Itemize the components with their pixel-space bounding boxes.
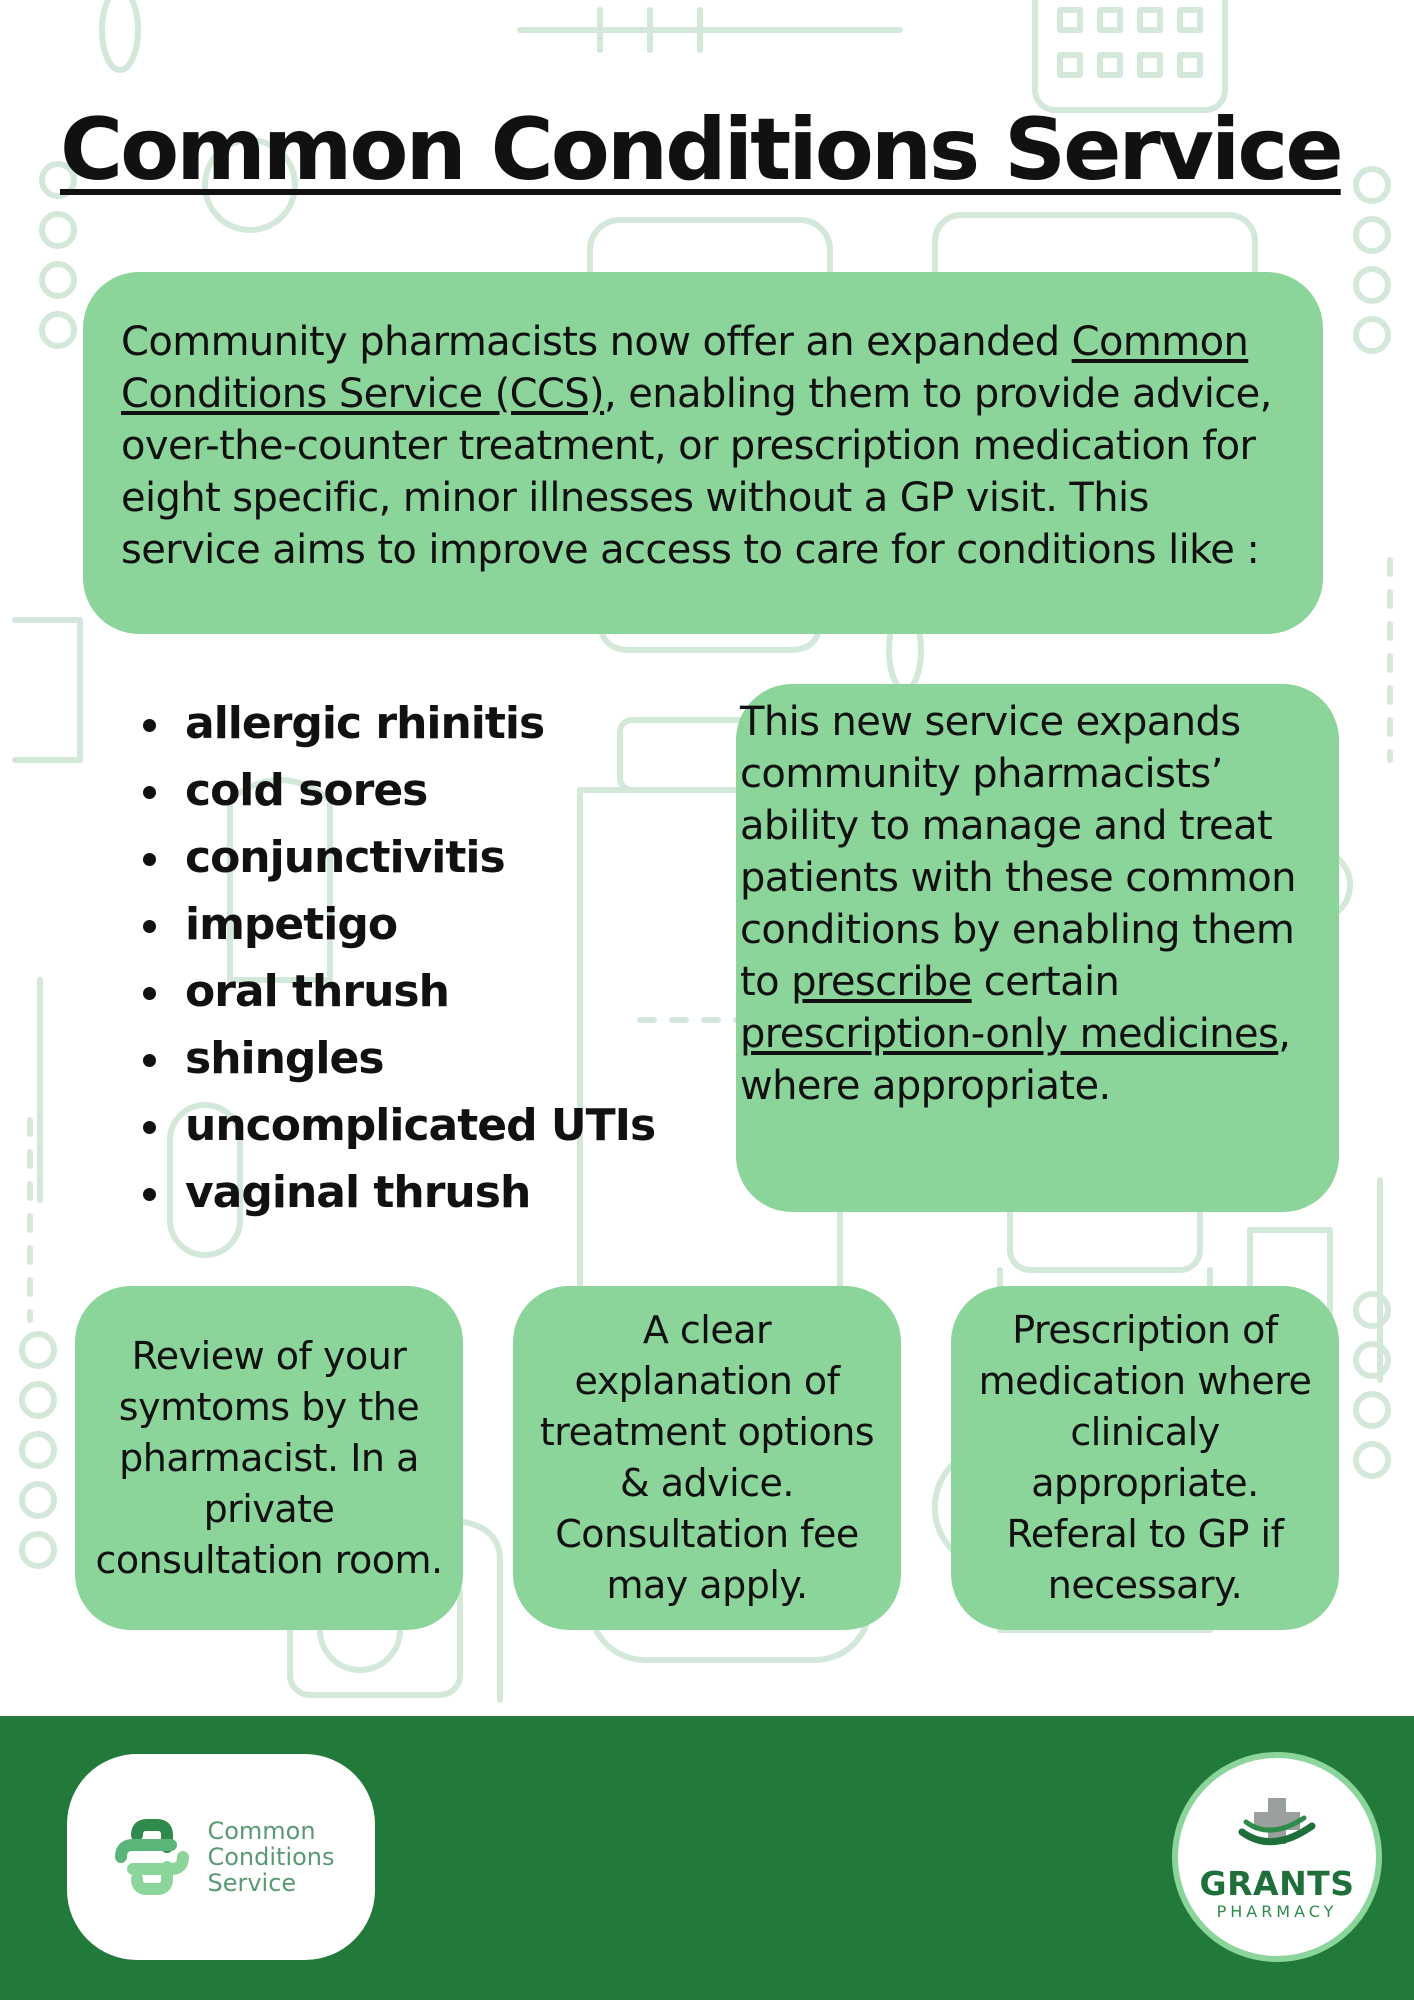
- bullet-icon: [143, 920, 156, 933]
- info-card-explanation: [513, 1286, 901, 1630]
- list-item: [135, 1159, 695, 1226]
- info-card-review: [75, 1286, 463, 1630]
- condition-label: shingles: [185, 1033, 384, 1084]
- list-item: [135, 690, 695, 757]
- ccs-logo-line: Conditions: [207, 1843, 335, 1871]
- expand-text-start: This new service expands community pharmacists’ ability to manage and treat patients with these common conditions by enabling them to: [740, 699, 1296, 1005]
- condition-label: oral thrush: [185, 966, 449, 1017]
- card-text: A clear explanation of treatment options & advice. Consultation fee may apply.: [539, 1308, 875, 1607]
- info-card-prescription: [951, 1286, 1339, 1630]
- footer-bar: [0, 1716, 1414, 2000]
- bullet-icon: [143, 853, 156, 866]
- prescribe-link[interactable]: prescribe: [791, 959, 972, 1005]
- bullet-icon: [143, 719, 156, 732]
- condition-label: conjunctivitis: [185, 832, 505, 883]
- card-text: Review of your symtoms by the pharmacist. In a private consultation room.: [95, 1333, 443, 1582]
- prescription-only-medicines-link[interactable]: prescription-only medicines: [740, 1011, 1279, 1057]
- page-title: Common Conditions Service: [60, 100, 1341, 200]
- bullet-icon: [143, 1121, 156, 1134]
- condition-label: vaginal thrush: [185, 1167, 531, 1218]
- intro-text-end: , enabling them to provide advice, over-the-counter treatment, or prescription medication for eight specific, minor illnesses without a GP visit. This service aims to improve access to care for conditions like :: [121, 371, 1272, 573]
- bullet-icon: [143, 1054, 156, 1067]
- bullet-icon: [143, 786, 156, 799]
- ccs-logo-text: [207, 1818, 334, 1896]
- bullet-icon: [143, 987, 156, 1000]
- expand-text-end: , where appropriate.: [740, 1011, 1291, 1109]
- grants-pharmacy-logo: [1172, 1752, 1382, 1962]
- pharmacy-cross-icon: [1232, 1792, 1322, 1862]
- list-item: [135, 958, 695, 1025]
- ccs-logo: [67, 1754, 375, 1960]
- grants-name: GRANTS: [1199, 1864, 1355, 1903]
- list-item: [135, 757, 695, 824]
- ccs-logo-line: Common: [207, 1817, 316, 1845]
- list-item: [135, 824, 695, 891]
- condition-label: cold sores: [185, 765, 428, 816]
- list-item: [135, 891, 695, 958]
- list-item: [135, 1025, 695, 1092]
- bullet-icon: [143, 1188, 156, 1201]
- service-expansion-panel: [736, 684, 1339, 1212]
- condition-label: impetigo: [185, 899, 398, 950]
- condition-label: allergic rhinitis: [185, 698, 545, 749]
- expand-text-middle: certain: [971, 959, 1120, 1005]
- intro-panel: [83, 272, 1323, 634]
- card-text: Prescription of medication where clinicaly appropriate. Referal to GP if necessary.: [978, 1308, 1312, 1607]
- intro-text-start: Community pharmacists now offer an expanded: [121, 319, 1072, 365]
- grants-subtitle: PHARMACY: [1216, 1902, 1338, 1921]
- condition-label: uncomplicated UTIs: [185, 1100, 656, 1151]
- conditions-list: [135, 690, 695, 1226]
- ccs-logo-line: Service: [207, 1869, 297, 1897]
- ccs-link[interactable]: Common Conditions Service (CCS): [121, 319, 1249, 417]
- list-item: [135, 1092, 695, 1159]
- ccs-knot-logo-icon: [107, 1817, 197, 1897]
